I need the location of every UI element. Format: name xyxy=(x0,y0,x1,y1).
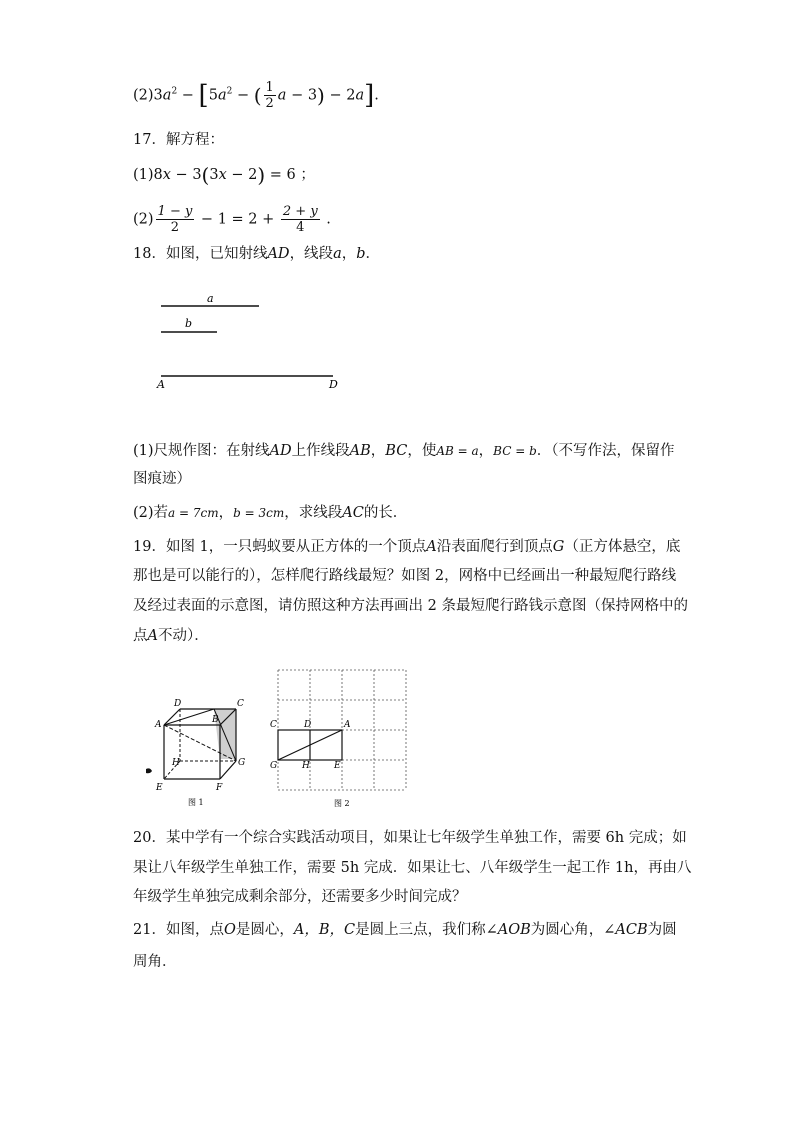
grid-label-c: C xyxy=(270,720,277,730)
q21-line1 xyxy=(133,920,677,940)
vertex-a: A xyxy=(426,539,437,555)
q21-l1-mid: 是圆心， xyxy=(235,922,294,938)
segment-ab: AB xyxy=(349,443,371,459)
q19-line3: 及经过表面的示意图，请仿照这种方法再画出 2 条最短爬行路钱示意图（保持网格中的 xyxy=(133,598,688,614)
eq1-inner-minus: − 2 xyxy=(226,167,258,183)
point-a: A xyxy=(147,628,158,644)
minus-sign-2: − xyxy=(236,87,250,104)
q21-l1-end: 为圆 xyxy=(647,922,677,938)
grid-label-h: H xyxy=(302,761,310,771)
q19-figure-2-grid xyxy=(270,665,420,813)
q18-p1-make: ，使 xyxy=(407,443,437,459)
q19-l1-mid: 沿表面爬行到顶点 xyxy=(436,539,553,555)
q18-figure xyxy=(155,290,355,390)
q18-part1-line2: 图痕迹） xyxy=(133,471,191,487)
fraction-2 xyxy=(281,204,320,235)
grid-label-e: E xyxy=(334,761,341,771)
left-paren: ( xyxy=(253,83,262,108)
q18-p2-end: 的长． xyxy=(363,505,408,521)
eq2-middle: − 1 = 2 + xyxy=(196,211,279,228)
q21-l1-mid2: 是圆上三点，我们称 xyxy=(355,922,486,938)
frac-num: 1 xyxy=(265,80,274,95)
eq1-mid: − 3 xyxy=(170,167,202,183)
right-paren: ) xyxy=(317,83,325,108)
q18-p1-pre: (1)尺规作图：在射线 xyxy=(133,443,270,459)
var-x-2: x xyxy=(218,167,227,183)
value-a: a = 7cm xyxy=(168,506,219,520)
q20-line3: 年级学生单独完成剩余部分，还需要多少时间完成？ xyxy=(133,889,467,905)
q19-line2: 那也是可以能行的），怎样爬行路线最短？如图 2，网格中已经画出一种最短爬行路线 xyxy=(133,568,677,584)
q21-l1-pre: 21．如图，点 xyxy=(133,922,224,938)
eq-ab-a: AB = a xyxy=(436,444,479,458)
comma-2: ， xyxy=(478,443,494,459)
q21-line2: 周角． xyxy=(133,954,177,970)
q17-eq1 xyxy=(133,165,315,185)
frac1-den: 2 xyxy=(170,220,180,235)
sep: ， xyxy=(341,246,357,262)
minus-three: − 3 xyxy=(291,87,318,104)
segment-ac: AC xyxy=(342,505,364,521)
exponent-2: 2 xyxy=(226,86,233,97)
minus-sign: − xyxy=(181,87,194,104)
frac2-num: 2 + y xyxy=(282,204,318,219)
q18-title-mid: ，线段 xyxy=(289,246,334,262)
var-a-3: a xyxy=(277,87,287,104)
cube-label-a: A xyxy=(155,720,162,730)
cube-label-b: B xyxy=(212,715,219,725)
exponent: 2 xyxy=(171,86,178,97)
q18-p2-pre: (2)若 xyxy=(133,505,169,521)
ant-icon xyxy=(146,768,152,773)
q20-line1: 20．某中学有一个综合实践活动项目，如果让七年级学生单独工作，需要 6h 完成；如 xyxy=(133,830,687,846)
right-square-bracket: ] xyxy=(364,80,375,111)
angle-aob: ∠AOB xyxy=(485,922,531,938)
q17-title: 17．解方程： xyxy=(133,132,224,148)
q18-p2-mid: ，求线段 xyxy=(284,505,343,521)
eq2-label: (2) xyxy=(133,211,154,228)
angle-acb: ∠ACB xyxy=(603,922,648,938)
segment-b-label: b xyxy=(356,246,366,262)
vertex-g: G xyxy=(552,539,565,555)
q18-part2 xyxy=(133,503,407,523)
coef-5: 5 xyxy=(208,87,218,104)
q18-p1-mid: 上作线段 xyxy=(291,443,350,459)
q19-line4 xyxy=(133,626,209,646)
q18-title xyxy=(133,244,380,264)
period: . xyxy=(374,87,379,104)
figure-1-caption: 图 1 xyxy=(188,798,204,807)
fraction-half xyxy=(264,80,276,111)
comma: ， xyxy=(218,505,234,521)
grid-label-d: D xyxy=(304,720,312,730)
minus-two: − 2 xyxy=(329,87,356,104)
center-o: O xyxy=(223,922,236,938)
ray-ad: AD xyxy=(267,246,290,262)
q18-p1-tail: ．（不写作法，保留作 xyxy=(536,443,675,459)
eq-bc-b: BC = b xyxy=(493,444,537,458)
edge-fg xyxy=(220,761,236,779)
q19-l4-pre: 点 xyxy=(133,628,148,644)
frac-den: 2 xyxy=(265,96,274,111)
cube-label-g: G xyxy=(238,758,246,768)
var-a-2: a xyxy=(217,87,227,104)
grid-label-a: A xyxy=(344,720,351,730)
cube-label-c: C xyxy=(237,699,244,709)
frac2-den: 4 xyxy=(296,220,305,235)
ray-ad-ref: AD xyxy=(269,443,292,459)
segment-b-text: b xyxy=(185,317,193,330)
points-abc: A，B，C xyxy=(293,922,356,938)
grid-label-g: G xyxy=(270,761,278,771)
q17-eq2 xyxy=(133,204,331,235)
right-paren: ) xyxy=(257,163,266,187)
cube-label-h: H xyxy=(172,758,180,768)
fraction-1 xyxy=(156,204,195,235)
segment-a-label: a xyxy=(333,246,342,262)
var-a-4: a xyxy=(355,87,365,104)
q19-l4-end: 不动）． xyxy=(157,628,209,644)
figure-2-caption: 图 2 xyxy=(334,799,350,808)
q16-part2-expression xyxy=(133,80,379,111)
eq1-label: (1)8 xyxy=(133,167,163,183)
q18-part1-line1 xyxy=(133,441,675,461)
cube-label-e: E xyxy=(156,783,163,793)
q20-line2: 果让八年级学生单独工作，需要 5h 完成．如果让七、八年级学生一起工作 1h，再由八 xyxy=(133,860,692,876)
q19-l1-pre: 19．如图 1，一只蚂蚁要从正方体的一个顶点 xyxy=(133,539,427,555)
point-d-label: D xyxy=(329,378,338,390)
coef-3: 3 xyxy=(153,87,163,104)
eq1-inner-coef: 3 xyxy=(209,167,219,183)
var-x: x xyxy=(162,167,171,183)
q19-line1 xyxy=(133,537,680,557)
q19-figure-1-cube xyxy=(140,695,260,813)
eq1-rhs: = 6 ； xyxy=(265,167,315,183)
point-a-label: A xyxy=(157,378,165,390)
segment-bc: BC xyxy=(385,443,408,459)
q18-title-pre: 18．如图，已知射线 xyxy=(133,246,268,262)
segment-a-text: a xyxy=(207,292,214,305)
cube-label-d: D xyxy=(174,699,182,709)
value-b: b = 3cm xyxy=(233,506,285,520)
q19-l1-end: （正方体悬空，底 xyxy=(564,539,681,555)
frac1-num: 1 − y xyxy=(157,204,193,219)
cube-label-f: F xyxy=(216,783,223,793)
q16-part2-label: (2) xyxy=(133,87,154,104)
comma: ， xyxy=(370,443,386,459)
q21-l1-mid3: 为圆心角， xyxy=(530,922,604,938)
var-a: a xyxy=(162,87,172,104)
left-square-bracket: [ xyxy=(198,80,209,111)
period: ． xyxy=(365,246,381,262)
eq2-end: . xyxy=(321,211,331,228)
left-paren: ( xyxy=(201,163,210,187)
